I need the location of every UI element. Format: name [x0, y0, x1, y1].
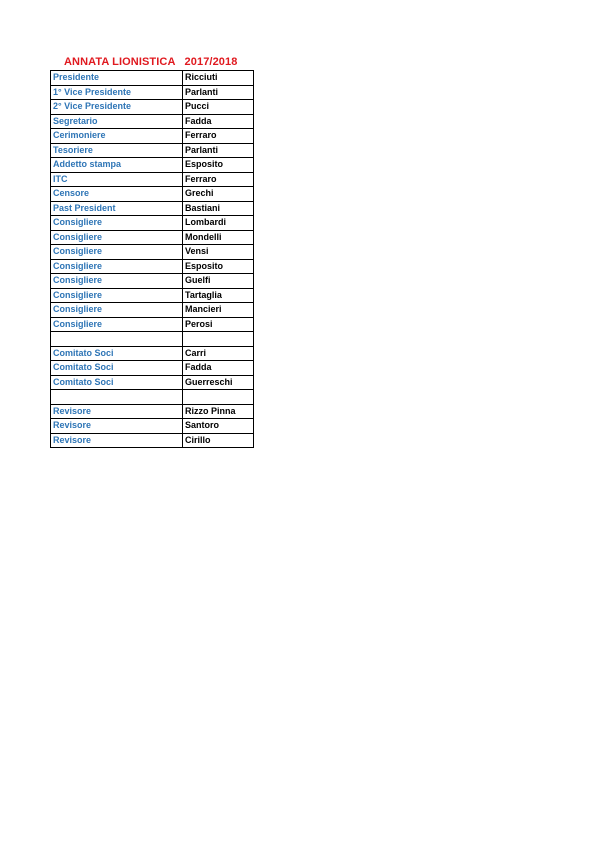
name-cell: Fadda: [183, 361, 254, 376]
role-cell: Censore: [51, 187, 183, 202]
role-cell: 1° Vice Presidente: [51, 85, 183, 100]
role-cell: Consigliere: [51, 274, 183, 289]
name-cell: Fadda: [183, 114, 254, 129]
name-cell: Bastiani: [183, 201, 254, 216]
name-cell: [183, 390, 254, 405]
title-year: 2017/2018: [184, 56, 238, 68]
table-row: [51, 100, 254, 115]
table-row-spacer: [51, 390, 254, 405]
roster-table: [50, 70, 254, 448]
name-cell: Santoro: [183, 419, 254, 434]
table-row-spacer: [51, 332, 254, 347]
name-cell: Ferraro: [183, 129, 254, 144]
role-cell: Addetto stampa: [51, 158, 183, 173]
table-row: [51, 172, 254, 187]
role-cell: Segretario: [51, 114, 183, 129]
role-cell: Consigliere: [51, 230, 183, 245]
role-cell: Consigliere: [51, 288, 183, 303]
name-cell: Ferraro: [183, 172, 254, 187]
name-cell: Ricciuti: [183, 71, 254, 86]
role-cell: 2° Vice Presidente: [51, 100, 183, 115]
table-row: [51, 114, 254, 129]
role-cell: [51, 390, 183, 405]
name-cell: Parlanti: [183, 143, 254, 158]
role-cell: Consigliere: [51, 303, 183, 318]
name-cell: Lombardi: [183, 216, 254, 231]
table-row: [51, 187, 254, 202]
table-row: [51, 129, 254, 144]
table-row: [51, 404, 254, 419]
name-cell: Parlanti: [183, 85, 254, 100]
role-cell: Consigliere: [51, 245, 183, 260]
roster-body: [51, 71, 254, 448]
table-row: [51, 419, 254, 434]
role-cell: Revisore: [51, 404, 183, 419]
table-row: [51, 259, 254, 274]
role-cell: Comitato Soci: [51, 361, 183, 376]
table-row: [51, 346, 254, 361]
role-cell: Revisore: [51, 419, 183, 434]
table-row: [51, 71, 254, 86]
name-cell: Tartaglia: [183, 288, 254, 303]
name-cell: Mancieri: [183, 303, 254, 318]
role-cell: Comitato Soci: [51, 375, 183, 390]
table-row: [51, 303, 254, 318]
table-row: [51, 158, 254, 173]
role-cell: Consigliere: [51, 216, 183, 231]
name-cell: Esposito: [183, 259, 254, 274]
table-row: [51, 274, 254, 289]
name-cell: Carri: [183, 346, 254, 361]
role-cell: Presidente: [51, 71, 183, 86]
table-row: [51, 245, 254, 260]
role-cell: Cerimoniere: [51, 129, 183, 144]
name-cell: Rizzo Pinna: [183, 404, 254, 419]
table-row: [51, 216, 254, 231]
table-row: [51, 361, 254, 376]
name-cell: Mondelli: [183, 230, 254, 245]
role-cell: Consigliere: [51, 259, 183, 274]
role-cell: ITC: [51, 172, 183, 187]
role-cell: Comitato Soci: [51, 346, 183, 361]
name-cell: Guelfi: [183, 274, 254, 289]
name-cell: [183, 332, 254, 347]
name-cell: Grechi: [183, 187, 254, 202]
title-text: ANNATA LIONISTICA: [64, 56, 176, 68]
name-cell: Cirillo: [183, 433, 254, 448]
role-cell: Consigliere: [51, 317, 183, 332]
table-row: [51, 288, 254, 303]
name-cell: Perosi: [183, 317, 254, 332]
name-cell: Vensi: [183, 245, 254, 260]
name-cell: Pucci: [183, 100, 254, 115]
table-row: [51, 317, 254, 332]
table-row: [51, 143, 254, 158]
name-cell: Esposito: [183, 158, 254, 173]
page-title: [64, 56, 237, 68]
table-row: [51, 433, 254, 448]
table-row: [51, 85, 254, 100]
name-cell: Guerreschi: [183, 375, 254, 390]
role-cell: Tesoriere: [51, 143, 183, 158]
table-row: [51, 230, 254, 245]
role-cell: Past President: [51, 201, 183, 216]
role-cell: [51, 332, 183, 347]
role-cell: Revisore: [51, 433, 183, 448]
table-row: [51, 201, 254, 216]
table-row: [51, 375, 254, 390]
